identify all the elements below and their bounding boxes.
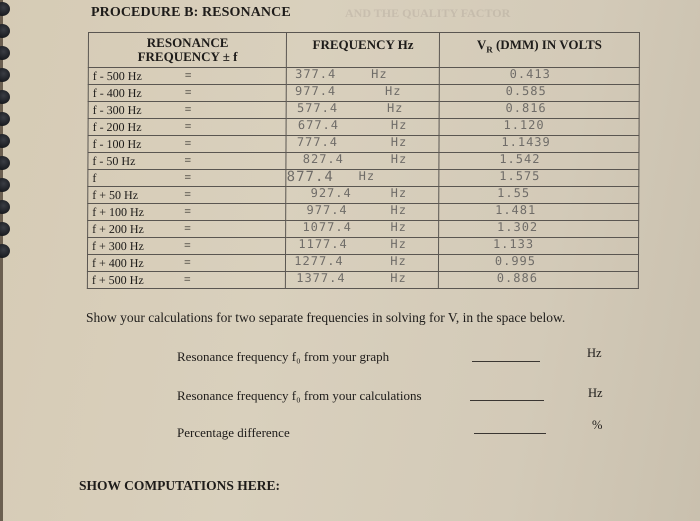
row-label: f + 300 Hz = [88, 238, 286, 255]
header-frequency-hz: FREQUENCY Hz [287, 33, 440, 68]
vr-cell[interactable]: 1.481 [439, 204, 639, 221]
table-row [88, 102, 639, 119]
frequency-cell[interactable]: 577.4 Hz [286, 102, 439, 119]
vr-cell[interactable]: 0.995 [438, 255, 638, 272]
row-label: f - 300 Hz = [88, 102, 286, 119]
row-label: f + 50 Hz = [88, 187, 286, 204]
row-label: f + 400 Hz = [87, 255, 285, 272]
table-row [88, 187, 639, 204]
result-blank-graph[interactable] [472, 360, 540, 362]
result-label-calculations: Resonance frequency f₀ from your calculations [177, 388, 422, 403]
table-row [87, 272, 638, 289]
vr-cell[interactable]: 0.886 [438, 272, 638, 289]
row-label: f - 500 Hz = [88, 68, 286, 85]
table-row [88, 238, 639, 255]
table-row [88, 204, 639, 221]
table-row [88, 153, 639, 170]
frequency-cell[interactable]: 827.4 Hz [286, 153, 439, 170]
row-label: f + 100 Hz = [88, 204, 286, 221]
table-row [88, 136, 639, 153]
vr-cell[interactable]: 1.302 [438, 221, 638, 238]
instructions-text: Show your calculations for two separate frequencies in solving for V, in the space below. [86, 310, 566, 325]
row-label: f - 200 Hz = [88, 119, 286, 136]
table-row [88, 221, 639, 238]
vr-cell[interactable]: 1.575 [439, 170, 639, 187]
frequency-cell[interactable]: 1377.4 Hz [286, 272, 439, 289]
result-label-graph: Resonance frequency f₀ from your graph [177, 349, 390, 364]
row-label: f - 400 Hz = [88, 85, 286, 102]
frequency-cell[interactable]: 1077.4 Hz [286, 221, 439, 238]
table-row [88, 119, 639, 136]
vr-cell[interactable]: 0.585 [439, 85, 639, 102]
table-header-row [88, 33, 639, 68]
result-blank-percentage[interactable] [474, 432, 546, 434]
table-row [88, 170, 639, 187]
frequency-cell[interactable]: 977.4 Hz [287, 85, 440, 102]
vr-cell[interactable]: 1.542 [439, 153, 639, 170]
frequency-cell[interactable]: 1277.4 Hz [286, 255, 439, 272]
frequency-cell[interactable]: 1177.4 Hz [286, 238, 439, 255]
frequency-cell[interactable]: 377.4 Hz [287, 68, 440, 85]
row-label: f - 50 Hz = [88, 153, 286, 170]
header-resonance-frequency: RESONANCE FREQUENCY ± f [88, 33, 286, 68]
vr-cell[interactable]: 1.133 [438, 238, 638, 255]
vr-cell[interactable]: 1.120 [439, 119, 639, 136]
resonance-data-table [87, 32, 640, 289]
result-blank-calculations[interactable] [470, 399, 544, 401]
vr-cell[interactable]: 1.55 [439, 187, 639, 204]
frequency-cell[interactable]: 977.4 Hz [286, 204, 439, 221]
frequency-cell[interactable]: 777.4 Hz [286, 136, 439, 153]
vr-cell[interactable]: 0.413 [439, 68, 639, 85]
table-row [87, 255, 638, 272]
row-label: f + 500 Hz = [87, 272, 285, 289]
frequency-cell[interactable]: 877.4 Hz [286, 170, 439, 187]
result-unit-calculations: Hz [588, 386, 603, 400]
bleed-through-text: AND THE QUALITY FACTOR [345, 6, 511, 20]
frequency-cell[interactable]: 927.4 Hz [286, 187, 439, 204]
header-vr-volts: $V_R$ (DMM) IN VOLTS [439, 33, 639, 68]
result-unit-percentage: % [592, 418, 603, 432]
result-unit-graph: Hz [587, 346, 602, 360]
row-label: f + 200 Hz = [88, 221, 286, 238]
frequency-cell[interactable]: 677.4 Hz [286, 119, 439, 136]
row-label: f = [88, 170, 286, 187]
vr-cell[interactable]: 1.1439 [439, 136, 639, 153]
show-computations-heading: SHOW COMPUTATIONS HERE: [79, 478, 281, 493]
table-row [88, 85, 639, 102]
spiral-binding [0, 0, 12, 290]
table-row [88, 68, 639, 85]
row-label: f - 100 Hz = [88, 136, 286, 153]
vr-cell[interactable]: 0.816 [439, 102, 639, 119]
page-title: PROCEDURE B: RESONANCE [91, 5, 291, 20]
result-label-percentage: Percentage difference [177, 425, 290, 440]
